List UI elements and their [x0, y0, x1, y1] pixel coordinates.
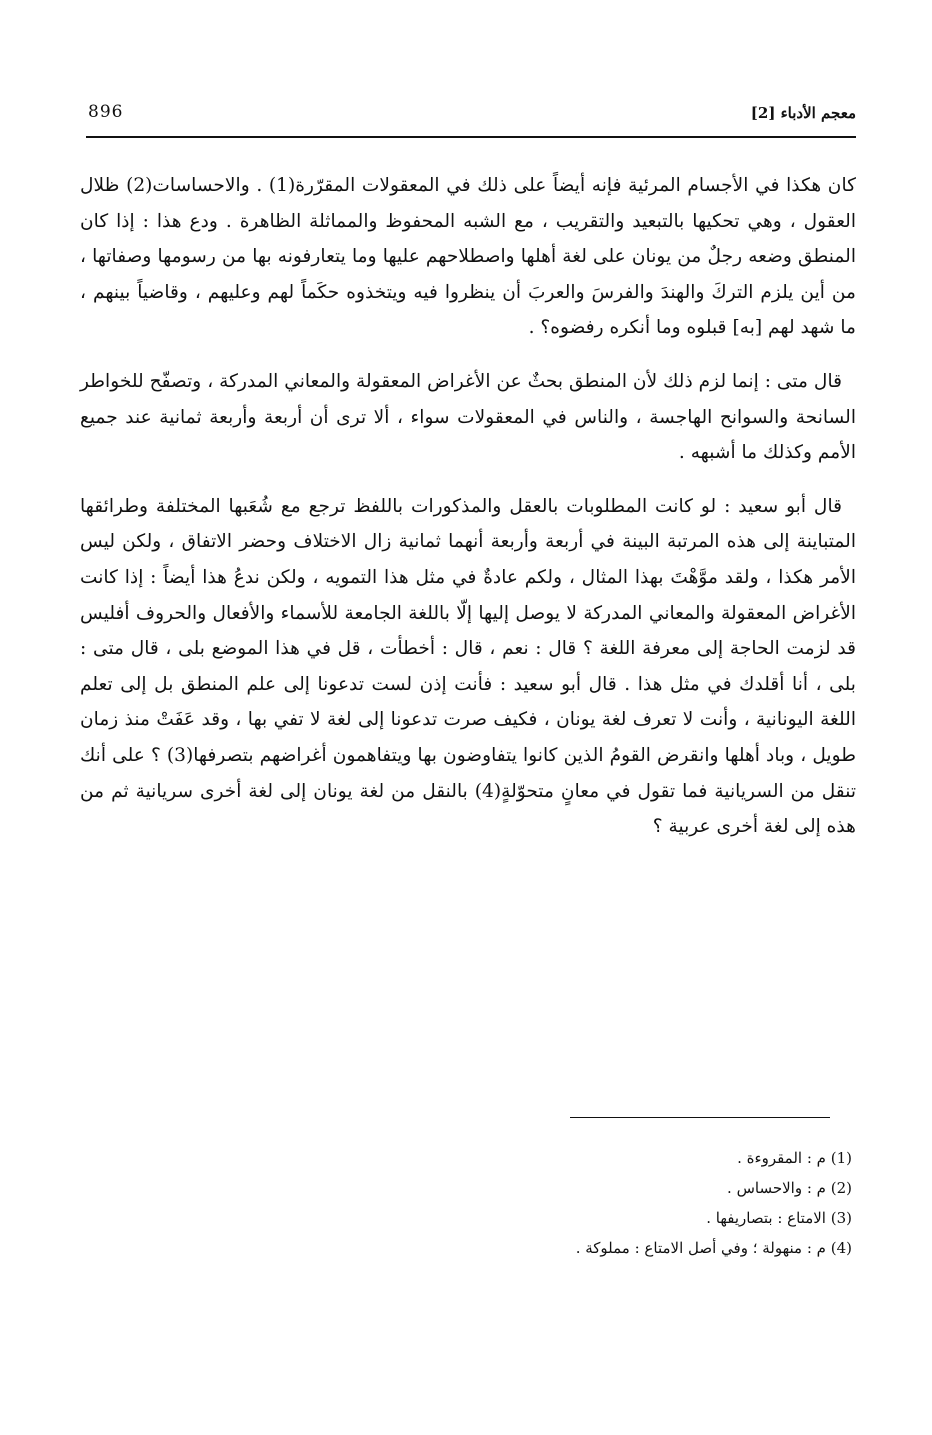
page-number: 896: [88, 102, 124, 122]
main-text: [80, 168, 856, 845]
footnote-1: (1) م : المقروءة .: [737, 1149, 852, 1167]
footnote-divider: [570, 1117, 830, 1118]
paragraph-1: كان هكذا في الأجسام المرئية فإنه أيضاً على ذلك في المعقولات المقرّرة(1) . والاحساسات(2) ظلال العقول ، وهي تحكيها بالتبعيد والتقريب ، مع الشبه المحفوظ والمماثلة الظاهرة . ودع هذا : إذا كان المنطق وضعه رجلٌ من يونان على لغة أهلها واصطلاحهم عليها وما يتعارفونه بها من رسومها وصفاتها ، من أين يلزم التركَ والهندَ والفرسَ والعربَ أن ينظروا فيه ويتخذوه حكَماً لهم وعليهم ، وقاضياً بينهم ، ما شهد لهم [به] قبلوه وما أنكره رفضوه؟ .: [80, 175, 856, 339]
footnote-3: (3) الامتاع : بتصاريفها .: [706, 1209, 852, 1227]
footnote-2: (2) م : والاحساس .: [727, 1179, 852, 1197]
footnote-4: (4) م : منهولة ؛ وفي أصل الامتاع : مملوكة .: [575, 1239, 852, 1257]
paragraph-3: قال أبو سعيد : لو كانت المطلوبات بالعقل والمذكورات باللفظ ترجع مع شُعَبها المختلفة وطرائقها المتباينة إلى هذه المرتبة البينة في أربعة وأربعة أنهما ثمانية زال الاختلاف وحضر الاتفاق ، ولكن ليس الأمر هكذا ، ولقد موَّهْتَ بهذا المثال ، ولكم عادةٌ في مثل هذا التمويه ، ولكن ندعُ هذا أيضاً : إذا كانت الأغراض المعقولة والمعاني المدركة لا يوصل إليها إلّا باللغة الجامعة للأسماء والأفعال والحروف أفليس قد لزمت الحاجة إلى معرفة اللغة ؟ قال : نعم ، قال : أخطأت ، قل في هذا الموضع بلى ، قال متى : بلى ، أنا أقلدك في مثل هذا . قال أبو سعيد : فأنت إذن لست تدعونا إلى علم المنطق بل إلى تعلم اللغة اليونانية ، وأنت لا تعرف لغة يونان ، فكيف صرت تدعونا إلى لغة لا تفي بها ، وقد عَفَتْ منذ زمان طويل ، وباد أهلها وانقرض القومُ الذين كانوا يتفاوضون بها ويتفاهمون أغراضهم بتصرفها(3) ؟ على أنك تنقل من السريانية فما تقول في معانٍ متحوّلةٍ(4) بالنقل من لغة يونان إلى لغة أخرى سريانية ثم من هذه إلى لغة أخرى عربية ؟: [80, 495, 857, 838]
paragraph-2: قال متى : إنما لزم ذلك لأن المنطق بحثٌ عن الأغراض المعقولة والمعاني المدركة ، وتصفّح للخواطر السانحة والسوانح الهاجسة ، والناس في المعقولات سواء ، ألا ترى أن أربعة وأربعة ثمانية عند جميع الأمم وكذلك ما أشبهه .: [80, 370, 856, 464]
footnotes: [252, 1143, 852, 1263]
book-title: معجم الأدباء [2]: [750, 104, 856, 122]
page-header: [86, 100, 856, 138]
